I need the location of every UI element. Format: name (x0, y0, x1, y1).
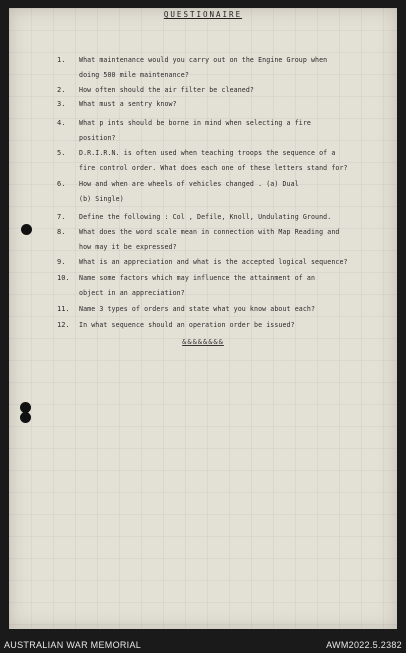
question-text-line: Name some factors which may influence the attainment of an (79, 274, 316, 282)
question-number: 2. (57, 86, 66, 94)
question-text-line: D.R.I.R.N. is often used when teaching troops the sequence of a (79, 149, 336, 157)
question-text-line: What is an appreciation and what is the accepted logical sequence? (79, 258, 348, 266)
question-text-line: (b) Single) (79, 195, 124, 203)
punch-hole-top (21, 224, 32, 235)
question-text-line: object in an appreciation? (79, 289, 185, 297)
ending-mark: &&&&&&&& (182, 338, 224, 346)
question-number: 1. (57, 56, 66, 64)
question-number: 7. (57, 213, 66, 221)
question-number: 4. (57, 119, 66, 127)
question-number: 3. (57, 100, 66, 108)
question-text-line: How and when are wheels of vehicles changed . (a) Dual (79, 180, 299, 188)
question-text-line: position? (79, 134, 116, 142)
punch-hole-middle-b (20, 412, 31, 423)
footer-right: AWM2022.5.2382 (326, 640, 402, 650)
question-number: 5. (57, 149, 66, 157)
question-text-line: In what sequence should an operation order be issued? (79, 321, 295, 329)
question-number: 12. (57, 321, 70, 329)
question-text-line: What maintenance would you carry out on the Engine Group when (79, 56, 328, 64)
question-text-line: fire control order. What does each one of these letters stand for? (79, 164, 348, 172)
question-number: 10. (57, 274, 70, 282)
question-text-line: What must a sentry know? (79, 100, 177, 108)
question-text-line: How often should the air filter be cleaned? (79, 86, 254, 94)
document-title: QUESTIONAIRE (163, 10, 243, 19)
footer-left: AUSTRALIAN WAR MEMORIAL (4, 640, 142, 650)
question-text-line: What does the word scale mean in connection with Map Reading and (79, 228, 340, 236)
document-page (9, 8, 397, 629)
question-text-line: Name 3 types of orders and state what you know about each? (79, 305, 316, 313)
question-number: 11. (57, 305, 70, 313)
question-text-line: What p ints should be borne in mind when selecting a fire (79, 119, 311, 127)
question-number: 6. (57, 180, 66, 188)
question-number: 9. (57, 258, 66, 266)
question-text-line: how may it be expressed? (79, 243, 177, 251)
question-number: 8. (57, 228, 66, 236)
question-text-line: doing 500 mile maintenance? (79, 71, 189, 79)
question-text-line: Define the following : Col , Defile, Knoll, Undulating Ground. (79, 213, 332, 221)
